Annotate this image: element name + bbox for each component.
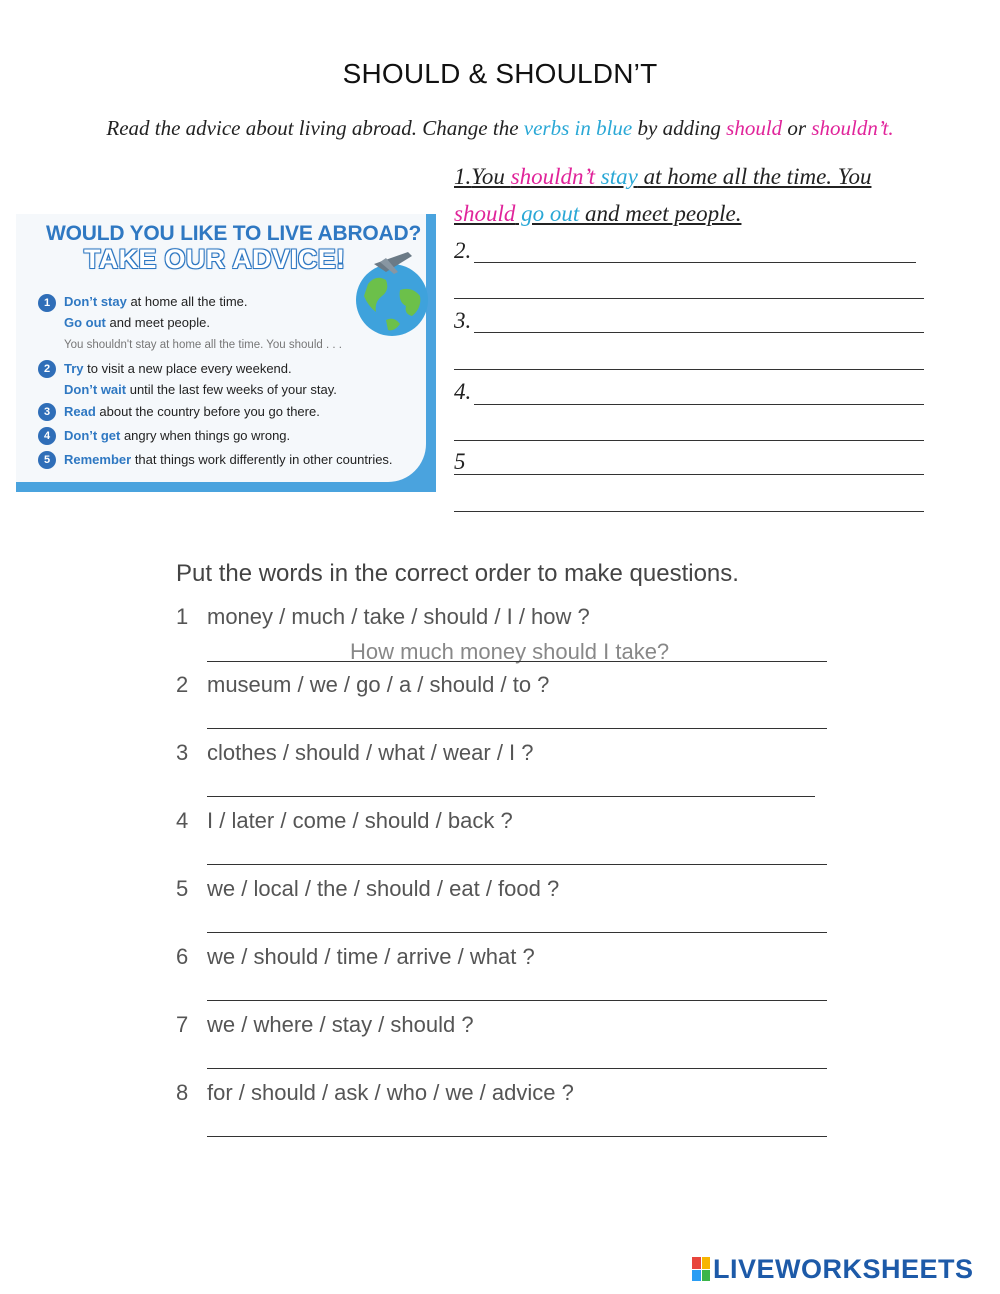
globe-airplane-icon (346, 250, 434, 338)
answer-line-5[interactable] (207, 932, 827, 933)
advice-text: angry when things go wrong. (120, 428, 291, 443)
advice-number-4: 4 (38, 427, 56, 445)
advice-verb: Don’t wait (64, 382, 127, 397)
advice-number-2: 2 (38, 360, 56, 378)
answer-2-number: 2. (454, 238, 472, 263)
question-text: museum / we / go / a / should / to ? (207, 672, 550, 697)
answer-1-text: You (471, 164, 511, 189)
advice-item-2a (64, 361, 292, 376)
answer-1-line-2 (454, 201, 741, 227)
instructions-verbs: verbs in blue (523, 116, 633, 140)
answer-5-line-a[interactable] (454, 474, 924, 475)
question-number: 3 (176, 740, 189, 765)
answer-line-2[interactable] (207, 728, 827, 729)
card-heading: WOULD YOU LIKE TO LIVE ABROAD? (46, 222, 422, 245)
advice-verb: Don’t stay (64, 294, 127, 309)
advice-item-1b (64, 315, 210, 330)
advice-item-4 (64, 428, 290, 443)
logo-icon (692, 1257, 710, 1281)
card-subheading: TAKE OUR ADVICE! (84, 244, 346, 274)
answer-5-number: 5 (454, 449, 466, 474)
instructions-text-2: by adding (632, 116, 727, 140)
answer-line-7[interactable] (207, 1068, 827, 1069)
answer-1-stay: stay (595, 164, 638, 189)
instructions (0, 116, 1000, 141)
answer-4-number: 4. (454, 379, 472, 404)
advice-item-3 (64, 404, 320, 419)
advice-text: about the country before you go there. (95, 404, 320, 419)
answer-1-line-1 (454, 164, 871, 190)
answer-2-line-a[interactable] (474, 262, 916, 263)
answer-line-1[interactable] (207, 661, 827, 662)
advice-number-3: 3 (38, 403, 56, 421)
advice-item-5 (64, 452, 393, 467)
question-text: we / local / the / should / eat / food ? (207, 876, 560, 901)
answer-line-6[interactable] (207, 1000, 827, 1001)
advice-verb: Go out (64, 315, 106, 330)
advice-item-2b (64, 382, 337, 397)
advice-verb: Don’t get (64, 428, 121, 443)
answer-5-line-b[interactable] (454, 511, 924, 512)
question-number: 5 (176, 876, 189, 901)
question-text: for / should / ask / who / we / advice ? (207, 1080, 574, 1105)
answer-1-should: should (454, 201, 516, 226)
advice-number-1: 1 (38, 294, 56, 312)
advice-item-1a (64, 294, 248, 309)
logo-text: LIVEWORKSHEETS (713, 1253, 974, 1284)
advice-text: at home all the time. (126, 294, 248, 309)
question-text: we / where / stay / should ? (207, 1012, 474, 1037)
answer-3-line-a[interactable] (474, 332, 924, 333)
answer-1-shouldnt: shouldn’t (510, 164, 596, 189)
advice-text: and meet people. (105, 315, 210, 330)
instructions-or: or (782, 116, 812, 140)
question-number: 2 (176, 672, 189, 697)
questions-heading: Put the words in the correct order to make questions. (176, 560, 739, 587)
advice-example: You shouldn't stay at home all the time. You should . . . (64, 339, 342, 351)
question-number: 1 (176, 604, 189, 629)
question-text: clothes / should / what / wear / I ? (207, 740, 534, 765)
answer-4-line-a[interactable] (474, 404, 924, 405)
answer-1-number: 1. (454, 164, 472, 189)
advice-card-inner (16, 214, 426, 482)
question-text: money / much / take / should / I / how ? (207, 604, 590, 629)
advice-verb: Read (64, 404, 96, 419)
answer-1-goout: go out (515, 201, 585, 226)
liveworksheets-logo (692, 1254, 974, 1284)
question-number: 4 (176, 808, 189, 833)
instructions-should: should (726, 116, 783, 140)
answer-4-line-b[interactable] (454, 440, 924, 441)
advice-number-5: 5 (38, 451, 56, 469)
question-number: 6 (176, 944, 189, 969)
answer-line-8[interactable] (207, 1136, 827, 1137)
instructions-shouldnt: shouldn’t. (811, 116, 894, 140)
advice-verb: Remember (64, 452, 132, 467)
advice-text: that things work differently in other countries. (131, 452, 393, 467)
question-text: we / should / time / arrive / what ? (207, 944, 535, 969)
advice-card (16, 214, 436, 492)
answer-line-3[interactable] (207, 796, 815, 797)
answer-1-text: and meet people. (584, 201, 742, 226)
answer-3-number: 3. (454, 308, 472, 333)
advice-text: to visit a new place every weekend. (83, 361, 292, 376)
answer-1-text: at home all the time. You (637, 164, 872, 189)
example-answer: How much money should I take? (350, 639, 670, 664)
instructions-text-1: Read the advice about living abroad. Change the (106, 116, 524, 140)
question-number: 8 (176, 1080, 189, 1105)
answer-line-4[interactable] (207, 864, 827, 865)
answer-3-line-b[interactable] (454, 369, 924, 370)
answer-2-line-b[interactable] (454, 298, 924, 299)
question-number: 7 (176, 1012, 189, 1037)
page-title: SHOULD & SHOULDN’T (342, 58, 658, 89)
question-text: I / later / come / should / back ? (207, 808, 513, 833)
advice-verb: Try (64, 361, 84, 376)
advice-text: until the last few weeks of your stay. (126, 382, 337, 397)
